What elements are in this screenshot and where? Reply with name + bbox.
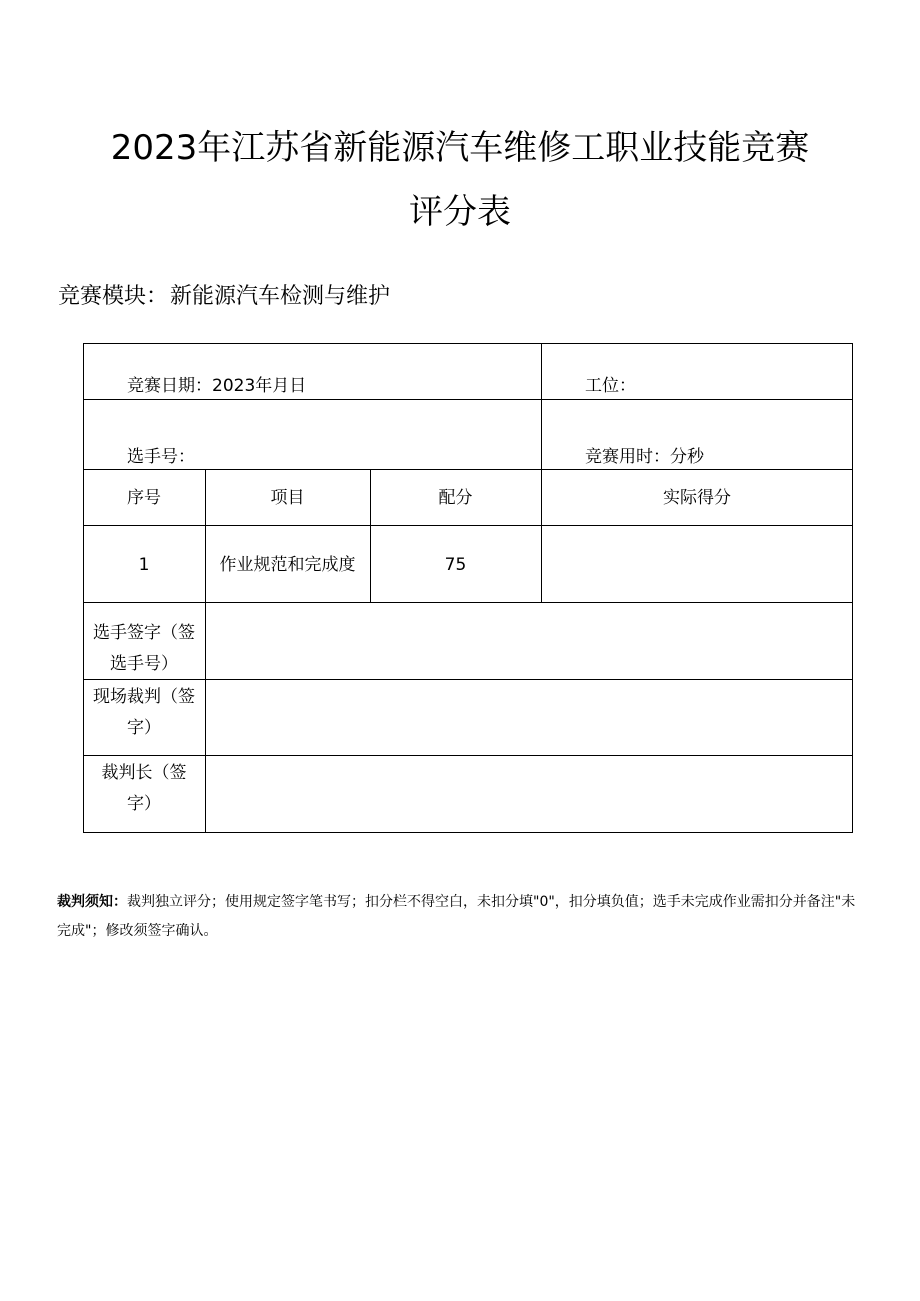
table-cell-no: 1 (138, 555, 150, 575)
judge-notes (57, 888, 862, 946)
onsite-judge-signature-label (83, 682, 205, 744)
chief-judge-signature-label-line2: 字） (127, 794, 161, 814)
table-divider (83, 399, 853, 400)
table-divider (83, 755, 853, 756)
judge-notes-text: 裁判独立评分；使用规定签字笔书写；扣分栏不得空白，未扣分填"0"，扣分填负值；选手未完成作业需扣分并备注"未完成"；修改须签字确认。 (57, 894, 856, 939)
judge-notes-lead: 裁判须知： (57, 894, 127, 910)
column-header-score: 配分 (438, 488, 473, 508)
table-divider (205, 469, 206, 833)
table-divider (83, 602, 853, 603)
page-subtitle: 评分表 (409, 192, 511, 232)
player-signature-label (83, 618, 205, 680)
table-cell-score: 75 (444, 555, 467, 575)
competition-time-label: 竞赛用时：分秒 (585, 447, 704, 467)
column-header-actual: 实际得分 (663, 488, 731, 508)
competition-date-label: 竞赛日期：2023年月日 (127, 376, 307, 396)
page-title: 2023年江苏省新能源汽车维修工职业技能竞赛 (110, 128, 810, 168)
competition-module (58, 281, 390, 313)
chief-judge-signature-label-line1: 裁判长（签 (101, 763, 187, 783)
player-signature-label-line2: 选手号） (110, 654, 178, 674)
column-header-no: 序号 (127, 488, 161, 508)
player-number-label: 选手号： (127, 447, 195, 467)
table-border-bottom (83, 832, 853, 833)
player-signature-label-line1: 选手签字（签 (93, 623, 195, 643)
module-label: 竞赛模块： (58, 284, 169, 309)
table-border-right (852, 343, 853, 833)
table-divider (541, 343, 542, 603)
table-border-top (83, 343, 853, 344)
table-divider (83, 525, 853, 526)
column-header-item: 项目 (270, 488, 305, 508)
chief-judge-signature-label (83, 758, 205, 820)
table-divider (83, 469, 853, 470)
score-table (83, 343, 853, 833)
station-label: 工位： (585, 376, 636, 396)
onsite-judge-signature-label-line1: 现场裁判（签 (93, 687, 195, 707)
onsite-judge-signature-label-line2: 字） (127, 718, 161, 738)
table-cell-item: 作业规范和完成度 (219, 555, 356, 575)
module-value: 新能源汽车检测与维护 (170, 284, 391, 309)
